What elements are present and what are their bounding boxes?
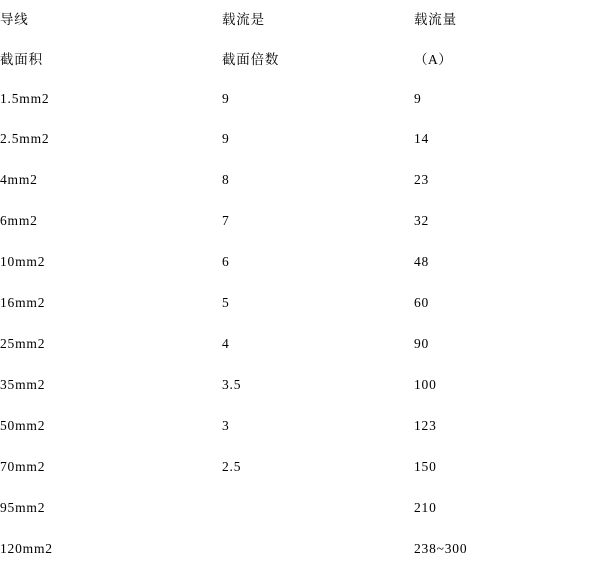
cell-section: 120mm2 (0, 541, 53, 556)
cell-current: 32 (414, 213, 430, 228)
table-row (0, 159, 614, 200)
cell-current: 14 (414, 131, 430, 146)
cell-current: 100 (414, 377, 437, 392)
cell-multiple: 7 (222, 213, 230, 228)
cell-multiple (222, 528, 414, 569)
cell-multiple: 3.5 (222, 377, 242, 392)
cell-multiple (222, 487, 414, 528)
cell-current: 123 (414, 418, 437, 433)
cell-current: 9 (414, 91, 422, 106)
cell-section: 25mm2 (0, 336, 46, 351)
cell-section: 2.5mm2 (0, 131, 50, 146)
cell-current: 238~300 (414, 541, 468, 556)
cell-multiple: 3 (222, 418, 230, 433)
table-row (0, 118, 614, 159)
table-row (0, 405, 614, 446)
header-cell-wire: 导线 (0, 12, 29, 27)
cell-multiple: 9 (222, 131, 230, 146)
table-row (0, 446, 614, 487)
cell-current: 210 (414, 500, 437, 515)
table-row (0, 528, 614, 569)
cell-section: 16mm2 (0, 295, 46, 310)
cell-section: 6mm2 (0, 213, 38, 228)
table-row (0, 80, 614, 118)
cell-multiple: 5 (222, 295, 230, 310)
table-row (0, 487, 614, 528)
cell-multiple: 9 (222, 91, 230, 106)
cell-current: 48 (414, 254, 430, 269)
subheader-cell-unit: （A） (414, 52, 453, 67)
cell-multiple: 8 (222, 172, 230, 187)
header-cell-current: 载流量 (414, 12, 457, 27)
cell-multiple: 6 (222, 254, 230, 269)
table-row (0, 323, 614, 364)
cell-multiple: 4 (222, 336, 230, 351)
cell-current: 60 (414, 295, 430, 310)
cell-section: 1.5mm2 (0, 91, 50, 106)
cell-multiple: 2.5 (222, 459, 242, 474)
table-row (0, 282, 614, 323)
table-row (0, 241, 614, 282)
table-row (0, 364, 614, 405)
header-cell-multiple: 载流是 (222, 12, 265, 27)
cell-section: 95mm2 (0, 500, 46, 515)
cell-section: 50mm2 (0, 418, 46, 433)
table-header-row-1 (0, 0, 614, 40)
table-row (0, 200, 614, 241)
subheader-cell-section-multiple: 截面倍数 (222, 52, 280, 67)
subheader-cell-section-area: 截面积 (0, 52, 43, 67)
cell-section: 4mm2 (0, 172, 38, 187)
table-header-row-2 (0, 40, 614, 80)
cell-current: 23 (414, 172, 430, 187)
cell-current: 150 (414, 459, 437, 474)
cell-section: 70mm2 (0, 459, 46, 474)
cell-current: 90 (414, 336, 430, 351)
cell-section: 35mm2 (0, 377, 46, 392)
cell-section: 10mm2 (0, 254, 46, 269)
